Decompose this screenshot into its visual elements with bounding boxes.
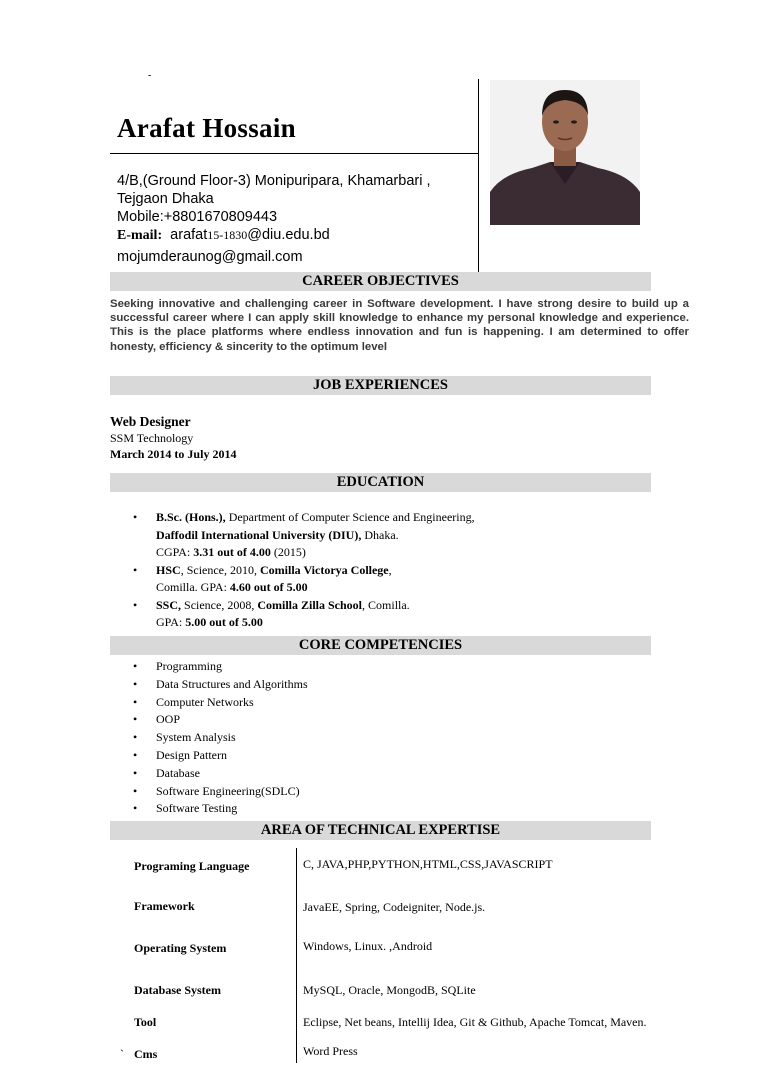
list-item: • Software Testing — [133, 800, 308, 818]
list-item: • Software Engineering(SDLC) — [133, 783, 308, 801]
mobile-number: Mobile:+8801670809443 — [117, 209, 278, 225]
email-line — [117, 226, 431, 245]
job-entry — [110, 414, 236, 462]
section-header-competencies: CORE COMPETENCIES — [110, 636, 651, 655]
list-item: • OOP — [133, 711, 308, 729]
expertise-value: Windows, Linux. ,Android — [303, 939, 433, 953]
job-dates: March 2014 to July 2014 — [110, 447, 237, 461]
list-item: • Data Structures and Algorithms — [133, 676, 308, 694]
school-name: Daffodil International University (DIU), — [156, 527, 362, 542]
expertise-value: Word Press — [303, 1044, 358, 1058]
address-line-1: 4/B,(Ground Floor-3) Monipuripara, Khamarbari , — [117, 173, 431, 189]
job-title: Web Designer — [110, 414, 191, 429]
candidate-name: Arafat Hossain — [117, 113, 296, 143]
person-portrait-image — [490, 80, 640, 225]
address-line-2: Tejgaon Dhaka — [117, 191, 214, 207]
competencies-list — [133, 658, 308, 818]
list-item — [133, 597, 475, 632]
school-name: Comilla Zilla School — [257, 597, 363, 612]
gpa-label: GPA: — [156, 615, 186, 629]
degree-name: SSC, — [156, 597, 182, 612]
expertise-key: Tool — [134, 1015, 157, 1029]
expertise-value: C, JAVA,PHP,PYTHON,HTML,CSS,JAVASCRIPT — [303, 857, 553, 871]
list-item — [133, 509, 475, 562]
email-number: 15-1830 — [207, 228, 248, 242]
section-header-jobs: JOB EXPERIENCES — [110, 376, 651, 395]
profile-photo — [490, 80, 640, 225]
career-objective-text: Seeking innovative and challenging career in Software development. I have strong desire to build up a successful career where I can apply skill knowledge to enhance my personal knowledge and experience. This is the place platforms where endless innovation and fun is happening. I am determined to offer honesty, efficiency & sincerity to the optimum level — [110, 298, 689, 353]
list-item: • Database — [133, 765, 308, 783]
education-list — [133, 509, 475, 632]
expertise-key: Programing Language — [134, 859, 250, 873]
email-secondary: mojumderaunog@gmail.com — [117, 249, 303, 265]
degree-name: HSC — [156, 562, 181, 577]
school-name: Comilla Victorya College — [260, 562, 389, 577]
gpa-value: 4.60 out of 5.00 — [229, 580, 308, 594]
expertise-value: JavaEE, Spring, Codeigniter, Node.js. — [303, 900, 486, 914]
gpa-label: Comilla. GPA: — [156, 580, 230, 594]
school-city: , — [388, 562, 392, 577]
header-vertical-divider — [478, 79, 479, 272]
degree-department: Science, 2008, — [181, 597, 258, 612]
section-header-education: EDUCATION — [110, 473, 651, 492]
list-item: • System Analysis — [133, 729, 308, 747]
expertise-value: MySQL, Oracle, MongodB, SQLite — [303, 983, 476, 997]
degree-name: B.Sc. (Hons.), — [156, 510, 226, 524]
email-label: E-mail: — [117, 228, 163, 243]
column-divider — [296, 848, 297, 1063]
section-header-technical: AREA OF TECHNICAL EXPERTISE — [110, 821, 651, 840]
gpa-label: CGPA: — [156, 545, 194, 559]
gpa-value: 3.31 out of 4.00 — [193, 545, 271, 559]
school-city: , Comilla. — [362, 597, 410, 612]
expertise-value: Eclipse, Net beans, Intellij Idea, Git & Github, Apache Tomcat, Maven. — [303, 1015, 647, 1029]
job-company: SSM Technology — [110, 431, 194, 445]
gpa-value: 5.00 out of 5.00 — [185, 615, 263, 629]
list-item: • Programming — [133, 658, 308, 676]
school-city: Dhaka. — [361, 527, 399, 542]
list-item — [133, 562, 475, 597]
list-item: • Design Pattern — [133, 747, 308, 765]
stray-mark: - — [148, 70, 152, 81]
stray-backtick: ` — [120, 1047, 124, 1061]
expertise-key: Cms — [134, 1047, 158, 1061]
gpa-year: (2015) — [270, 545, 306, 559]
expertise-key: Operating System — [134, 941, 227, 955]
list-item: • Computer Networks — [133, 694, 308, 712]
degree-department: , Science, 2010, — [180, 562, 260, 577]
degree-department: Department of Computer Science and Engineering, — [225, 510, 475, 524]
header-horizontal-divider — [110, 153, 478, 154]
contact-block — [117, 172, 431, 266]
expertise-key: Framework — [134, 899, 195, 913]
email-prefix: arafat — [170, 227, 208, 243]
email-domain: @diu.edu.bd — [247, 227, 330, 243]
section-header-career: CAREER OBJECTIVES — [110, 272, 651, 291]
technical-expertise-table — [110, 848, 690, 1063]
expertise-key: Database System — [134, 983, 221, 997]
